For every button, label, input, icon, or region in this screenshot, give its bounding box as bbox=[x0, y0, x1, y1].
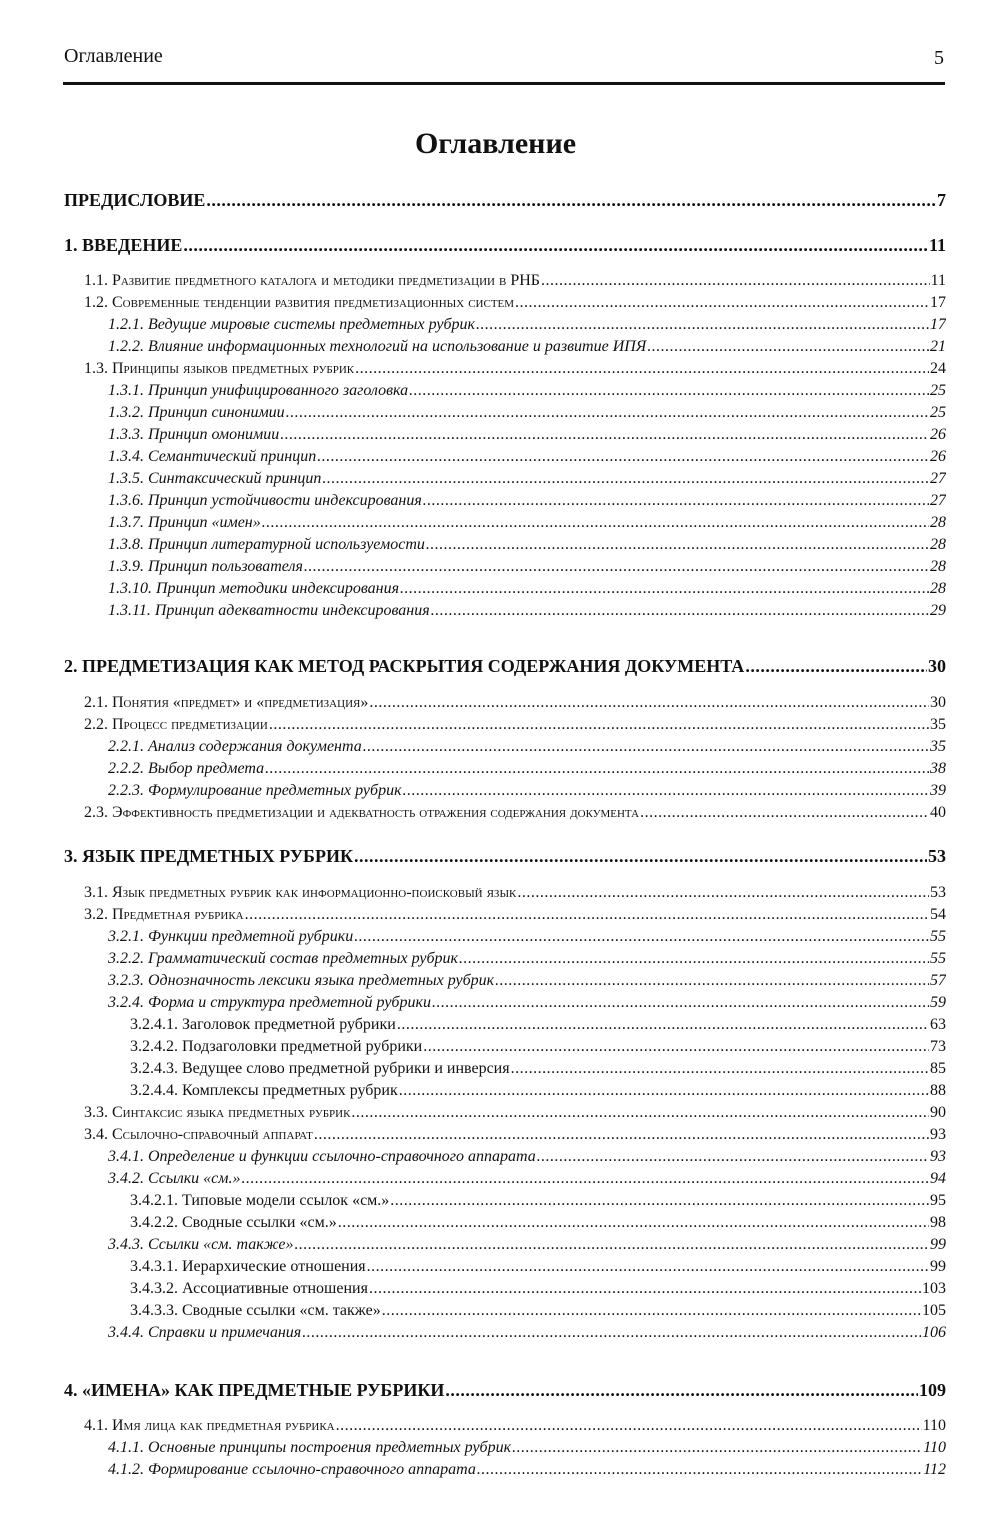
toc-entry[interactable] bbox=[84, 1102, 946, 1123]
toc-entry[interactable] bbox=[108, 948, 946, 969]
toc-entry-label: 3.2.4.4. Комплексы предметных рубрик bbox=[130, 1082, 398, 1099]
dot-leader bbox=[512, 1437, 922, 1458]
toc-entry-label: 1.2.2. Влияние информационных технологий на использование и развитие ИПЯ bbox=[108, 338, 647, 355]
dot-leader bbox=[511, 1058, 929, 1079]
dot-leader bbox=[245, 904, 929, 925]
toc-entry-page: 59 bbox=[930, 994, 946, 1011]
toc-entry[interactable] bbox=[64, 233, 946, 257]
dot-leader bbox=[295, 1234, 930, 1255]
toc-entry-page: 93 bbox=[930, 1148, 946, 1165]
toc-entry[interactable] bbox=[130, 1212, 946, 1233]
toc-entry-page: 99 bbox=[930, 1258, 946, 1275]
toc-entry-page: 85 bbox=[930, 1060, 946, 1077]
toc-entry-label: 3.2.4.3. Ведущее слово предметной рубрики и инверсия bbox=[130, 1060, 510, 1077]
toc-entry-page: 35 bbox=[930, 738, 946, 755]
toc-entry-page: 17 bbox=[930, 316, 946, 333]
toc-entry[interactable] bbox=[130, 1058, 946, 1079]
toc-entry-label: 4.1. Имя лица как предметная рубрика bbox=[84, 1417, 335, 1434]
toc-entry-label: 1.3.9. Принцип пользователя bbox=[108, 558, 303, 575]
toc-entry[interactable] bbox=[130, 1190, 946, 1211]
toc-entry-label: 3.4.2. Ссылки «см.» bbox=[108, 1170, 241, 1187]
toc-entry-label: 3.2.4. Форма и структура предметной рубрики bbox=[108, 994, 431, 1011]
dot-leader bbox=[647, 336, 929, 357]
toc-entry-label: 3.4.3.3. Сводные ссылки «см. также» bbox=[130, 1302, 381, 1319]
toc-entry-page: 110 bbox=[922, 1417, 946, 1434]
dot-leader bbox=[269, 714, 929, 735]
toc-entry-label: 1.3.6. Принцип устойчивости индексирования bbox=[108, 492, 422, 509]
toc-entry-page: 93 bbox=[930, 1126, 946, 1143]
dot-leader bbox=[304, 556, 929, 577]
toc-entry[interactable] bbox=[108, 490, 946, 511]
dot-leader bbox=[317, 446, 929, 467]
toc-entry-page: 21 bbox=[930, 338, 946, 355]
toc-entry[interactable] bbox=[108, 556, 946, 577]
toc-entry-label: 1.3.8. Принцип литературной используемости bbox=[108, 536, 425, 553]
toc-entry-label: 2. ПРЕДМЕТИЗАЦИЯ КАК МЕТОД РАСКРЫТИЯ СОДЕРЖАНИЯ ДОКУМЕНТА bbox=[64, 656, 745, 676]
toc-entry-page: 26 bbox=[930, 448, 946, 465]
toc-entry[interactable] bbox=[84, 1124, 946, 1145]
dot-leader bbox=[399, 1080, 929, 1101]
toc-entry-label: 3.2.1. Функции предметной рубрики bbox=[108, 928, 354, 945]
dot-leader bbox=[400, 578, 929, 599]
toc-entry-label: 1.3.1. Принцип унифицированного заголовка bbox=[108, 382, 409, 399]
toc-entry[interactable] bbox=[130, 1278, 946, 1299]
toc-entry-label: 3.4.3. Ссылки «см. также» bbox=[108, 1236, 294, 1253]
toc-entry-label: 3.2.3. Однозначность лексики языка предметных рубрик bbox=[108, 972, 495, 989]
toc-entry[interactable] bbox=[108, 1168, 946, 1189]
dot-leader bbox=[354, 926, 929, 947]
toc-entry[interactable] bbox=[84, 1415, 946, 1436]
dot-leader bbox=[459, 948, 929, 969]
toc-entry[interactable] bbox=[84, 802, 946, 823]
toc-entry-label: 3.1. Язык предметных рубрик как информационно-поисковый язык bbox=[84, 884, 517, 901]
toc-entry[interactable] bbox=[108, 970, 946, 991]
toc-entry-label: 3.2. Предметная рубрика bbox=[84, 906, 244, 923]
toc-entry-label: 3.4.2.2. Сводные ссылки «см.» bbox=[130, 1214, 337, 1231]
toc-entry[interactable] bbox=[130, 1080, 946, 1101]
dot-leader bbox=[477, 1459, 922, 1480]
dot-leader bbox=[351, 1102, 929, 1123]
toc-entry-label: 3.4.4. Справки и примечания bbox=[108, 1324, 302, 1341]
toc-entry[interactable] bbox=[108, 1437, 946, 1458]
dot-leader bbox=[431, 600, 929, 621]
toc-entry[interactable] bbox=[108, 736, 946, 757]
dot-leader bbox=[262, 512, 929, 533]
dot-leader bbox=[336, 1415, 922, 1436]
toc-entry[interactable] bbox=[108, 380, 946, 401]
dot-leader bbox=[403, 780, 929, 801]
dot-leader bbox=[367, 1256, 929, 1277]
toc-entry-label: 2.1. Понятия «предмет» и «предметизация» bbox=[84, 694, 369, 711]
dot-leader bbox=[476, 314, 929, 335]
toc-entry[interactable] bbox=[108, 468, 946, 489]
toc-entry[interactable] bbox=[84, 714, 946, 735]
toc-entry-label: 3.2.4.1. Заголовок предметной рубрики bbox=[130, 1016, 396, 1033]
dot-leader bbox=[338, 1212, 929, 1233]
toc-entry-page: 98 bbox=[930, 1214, 946, 1231]
toc-entry[interactable] bbox=[108, 758, 946, 779]
dot-leader bbox=[495, 970, 929, 991]
toc-entry-page: 54 bbox=[930, 906, 946, 923]
dot-leader bbox=[354, 844, 927, 868]
dot-leader bbox=[445, 1378, 918, 1402]
toc-entry-label: 3.4.1. Определение и функции ссылочно-справочного аппарата bbox=[108, 1148, 536, 1165]
toc-entry-label: 1.1. Развитие предметного каталога и методики предметизации в РНБ bbox=[84, 272, 540, 289]
toc-entry[interactable] bbox=[108, 446, 946, 467]
toc-entry-label: 2.2.3. Формулирование предметных рубрик bbox=[108, 782, 402, 799]
toc-entry-page: 28 bbox=[930, 558, 946, 575]
toc-entry-page: 112 bbox=[923, 1461, 946, 1478]
dot-leader bbox=[314, 1124, 929, 1145]
toc-entry-label: 3.2.2. Грамматический состав предметных рубрик bbox=[108, 950, 458, 967]
toc-entry[interactable] bbox=[64, 188, 946, 212]
toc-entry-label: 3.4.3.2. Ассоциативные отношения bbox=[130, 1280, 368, 1297]
dot-leader bbox=[369, 1278, 921, 1299]
dot-leader bbox=[640, 802, 929, 823]
toc-entry[interactable] bbox=[84, 292, 946, 313]
toc-entry-page: 95 bbox=[930, 1192, 946, 1209]
toc-entry[interactable] bbox=[64, 1378, 946, 1402]
toc-entry[interactable] bbox=[84, 904, 946, 925]
toc-entry[interactable] bbox=[130, 1300, 946, 1321]
toc-entry-page: 27 bbox=[930, 470, 946, 487]
toc-entry-page: 11 bbox=[930, 272, 946, 289]
dot-leader bbox=[183, 233, 928, 257]
toc-entry-page: 17 bbox=[930, 294, 946, 311]
toc-entry-page: 30 bbox=[930, 694, 946, 711]
toc-entry-page: 38 bbox=[930, 760, 946, 777]
toc-entry-page: 28 bbox=[930, 580, 946, 597]
toc-entry-page: 55 bbox=[930, 950, 946, 967]
toc-entry-label: 3. ЯЗЫК ПРЕДМЕТНЫХ РУБРИК bbox=[64, 846, 353, 866]
toc-entry[interactable] bbox=[108, 926, 946, 947]
toc-entry[interactable] bbox=[108, 578, 946, 599]
toc-entry-label: 3.3. Синтаксис языка предметных рубрик bbox=[84, 1104, 351, 1121]
toc-entry[interactable] bbox=[108, 402, 946, 423]
toc-entry[interactable] bbox=[108, 992, 946, 1013]
dot-leader bbox=[206, 188, 936, 212]
toc-entry[interactable] bbox=[108, 336, 946, 357]
toc-entry[interactable] bbox=[84, 882, 946, 903]
toc-entry-page: 94 bbox=[930, 1170, 946, 1187]
toc-entry[interactable] bbox=[108, 1459, 946, 1480]
toc-entry[interactable] bbox=[108, 1146, 946, 1167]
toc-entry-page: 105 bbox=[922, 1302, 946, 1319]
toc-entry[interactable] bbox=[130, 1014, 946, 1035]
toc-entry-page: 109 bbox=[919, 1380, 946, 1400]
toc-entry-page: 11 bbox=[928, 235, 946, 255]
toc-entry-page: 40 bbox=[930, 804, 946, 821]
toc-entry-label: 4.1.1. Основные принципы построения предметных рубрик bbox=[108, 1439, 512, 1456]
toc-entry-label: 3.4.2.1. Типовые модели ссылок «см.» bbox=[130, 1192, 390, 1209]
toc-entry-page: 28 bbox=[930, 514, 946, 531]
toc-entry-page: 103 bbox=[922, 1280, 946, 1297]
toc-entry-page: 73 bbox=[930, 1038, 946, 1055]
dot-leader bbox=[423, 490, 929, 511]
toc-entry-label: 1.3. Принципы языков предметных рубрик bbox=[84, 360, 355, 377]
toc-entry-page: 35 bbox=[930, 716, 946, 733]
toc-entry[interactable] bbox=[108, 512, 946, 533]
toc-entry-page: 53 bbox=[930, 884, 946, 901]
toc-entry-label: 1.3.4. Семантический принцип bbox=[108, 448, 317, 465]
toc-entry-label: 1.3.3. Принцип омонимии bbox=[108, 426, 280, 443]
toc-entry[interactable] bbox=[84, 270, 946, 291]
dot-leader bbox=[363, 736, 929, 757]
dot-leader bbox=[280, 424, 929, 445]
toc-entry[interactable] bbox=[108, 534, 946, 555]
dot-leader bbox=[426, 534, 929, 555]
toc-entry-label: 1.3.7. Принцип «имен» bbox=[108, 514, 261, 531]
dot-leader bbox=[541, 270, 930, 291]
toc-entry-page: 39 bbox=[930, 782, 946, 799]
toc-entry-page: 28 bbox=[930, 536, 946, 553]
toc-entry-label: 1.2.1. Ведущие мировые системы предметных рубрик bbox=[108, 316, 475, 333]
toc-entry[interactable] bbox=[64, 844, 946, 868]
toc-entry-label: 1. ВВЕДЕНИЕ bbox=[64, 235, 183, 255]
toc-entry-page: 110 bbox=[923, 1439, 946, 1456]
toc-entry-page: 25 bbox=[930, 404, 946, 421]
toc-entry-label: 3.2.4.2. Подзаголовки предметной рубрики bbox=[130, 1038, 423, 1055]
toc-entry-label: 3.4.3.1. Иерархические отношения bbox=[130, 1258, 366, 1275]
dot-leader bbox=[515, 292, 929, 313]
toc-entry-label: 4.1.2. Формирование ссылочно-справочного аппарата bbox=[108, 1461, 476, 1478]
toc-entry-label: 2.2.2. Выбор предмета bbox=[108, 760, 265, 777]
toc-entry-page: 29 bbox=[930, 602, 946, 619]
toc-entry[interactable] bbox=[84, 692, 946, 713]
toc-entry-page: 53 bbox=[928, 846, 946, 866]
toc-entry[interactable] bbox=[108, 780, 946, 801]
running-title: Оглавление bbox=[64, 45, 163, 67]
dot-leader bbox=[517, 882, 929, 903]
toc-entry-page: 24 bbox=[930, 360, 946, 377]
toc-entry-label: 1.3.11. Принцип адекватности индексирования bbox=[108, 602, 430, 619]
dot-leader bbox=[242, 1168, 930, 1189]
toc-entry[interactable] bbox=[64, 654, 946, 678]
toc-entry-page: 57 bbox=[930, 972, 946, 989]
toc-entry-page: 25 bbox=[930, 382, 946, 399]
toc-entry-page: 55 bbox=[930, 928, 946, 945]
toc-entry[interactable] bbox=[108, 1234, 946, 1255]
toc-entry[interactable] bbox=[130, 1036, 946, 1057]
toc-entry-label: 1.2. Современные тенденции развития предметизационных систем bbox=[84, 294, 515, 311]
page-number: 5 bbox=[934, 47, 944, 69]
toc-entry-page: 7 bbox=[937, 190, 946, 210]
toc-entry-page: 26 bbox=[930, 426, 946, 443]
dot-leader bbox=[369, 692, 929, 713]
toc-entry-label: 1.3.5. Синтаксический принцип bbox=[108, 470, 322, 487]
toc-entry[interactable] bbox=[108, 1322, 946, 1343]
toc-entry-page: 63 bbox=[930, 1016, 946, 1033]
toc-entry[interactable] bbox=[108, 600, 946, 621]
toc-entry-label: 4. «ИМЕНА» КАК ПРЕДМЕТНЫЕ РУБРИКИ bbox=[64, 1380, 445, 1400]
toc-entry-page: 99 bbox=[930, 1236, 946, 1253]
dot-leader bbox=[302, 1322, 921, 1343]
dot-leader bbox=[537, 1146, 929, 1167]
toc-entry-page: 27 bbox=[930, 492, 946, 509]
dot-leader bbox=[265, 758, 929, 779]
dot-leader bbox=[745, 654, 927, 678]
dot-leader bbox=[409, 380, 929, 401]
toc-entry-label: ПРЕДИСЛОВИЕ bbox=[64, 190, 206, 210]
header-rule bbox=[63, 82, 945, 85]
toc-title: Оглавление bbox=[414, 127, 577, 160]
dot-leader bbox=[322, 468, 929, 489]
toc-entry-label: 1.3.10. Принцип методики индексирования bbox=[108, 580, 400, 597]
toc-entry-label: 3.4. Ссылочно-справочный аппарат bbox=[84, 1126, 313, 1143]
dot-leader bbox=[286, 402, 929, 423]
dot-leader bbox=[382, 1300, 921, 1321]
toc-entry-label: 2.2. Процесс предметизации bbox=[84, 716, 268, 733]
dot-leader bbox=[390, 1190, 929, 1211]
toc-entry-page: 106 bbox=[922, 1324, 946, 1341]
toc-entry-page: 90 bbox=[930, 1104, 946, 1121]
toc-entry[interactable] bbox=[108, 314, 946, 335]
toc-entry[interactable] bbox=[130, 1256, 946, 1277]
toc-entry[interactable] bbox=[84, 358, 946, 379]
toc-entry-label: 2.2.1. Анализ содержания документа bbox=[108, 738, 362, 755]
toc-entry-page: 30 bbox=[928, 656, 946, 676]
toc-entry-label: 1.3.2. Принцип синонимии bbox=[108, 404, 285, 421]
dot-leader bbox=[423, 1036, 929, 1057]
toc-entry-label: 2.3. Эффективность предметизации и адекватность отражения содержания документа bbox=[84, 804, 640, 821]
dot-leader bbox=[355, 358, 929, 379]
dot-leader bbox=[397, 1014, 929, 1035]
toc-entry[interactable] bbox=[108, 424, 946, 445]
dot-leader bbox=[432, 992, 929, 1013]
toc-entry-page: 88 bbox=[930, 1082, 946, 1099]
